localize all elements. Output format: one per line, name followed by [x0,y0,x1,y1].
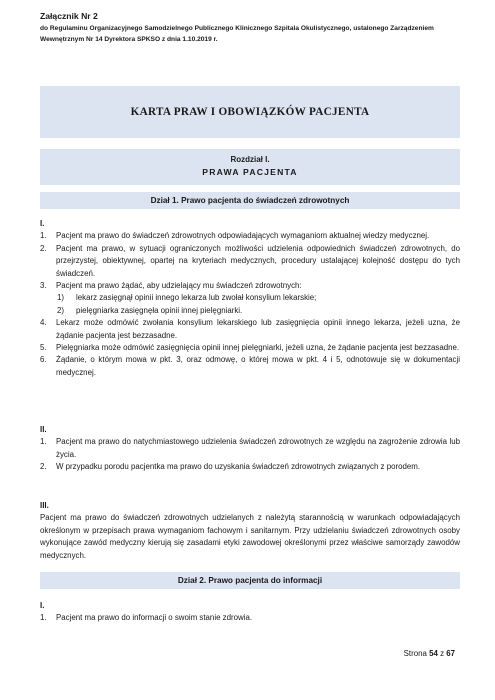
item-number: 3. [40,281,47,291]
item-text: Pacjent ma prawo do natychmiastowego udzielenia świadczeń zdrowotnych ze względu na zagrożenie zdrowia lub życia. [56,437,460,459]
section-1-banner [40,192,460,209]
item-text: Pacjent ma prawo do świadczeń zdrowotnych odpowiadających wymaganiom aktualnej wiedzy medycznej. [56,231,430,241]
page-total: 67 [446,649,455,658]
item-number: 1. [40,231,47,241]
item-text: W przypadku porodu pacjentka ma prawo do uzyskania świadczeń zdrowotnych związanych z porodem. [56,462,421,472]
section-2-part-1 [40,600,460,625]
list-item [40,354,460,379]
part-numeral: III. [40,501,49,510]
item-number: 1. [40,437,47,447]
chapter-banner [40,149,460,185]
item-text: Pielęgniarka może odmówić zasięgnięcia opinii innej pielęgniarki, jeżeli uzna, że żądanie pacjenta jest bezzasadne. [56,343,460,353]
section-1-title: Dział 1. Prawo pacjenta do świadczeń zdrowotnych [150,196,350,205]
list-item [40,612,460,624]
item-number: 1. [40,613,47,623]
part-numeral: I. [40,219,45,228]
document-title: KARTA PRAW I OBOWIĄZKÓW PACJENTA [130,106,370,118]
item-text: Pacjent ma prawo, w sytuacji ograniczonych możliwości udzielenia odpowiednich świadczeń zdrowotnych, do przejrzystej, obiektywnej, opartej na kryteriach medycznych, procedury ustalającej kolejność dostępu do tych świadczeń. [56,243,460,278]
list-item [40,342,460,354]
sub-list-item [40,292,460,304]
section-1-part-1 [40,218,460,379]
item-number: 1) [57,293,65,303]
page-label: Strona [403,649,427,658]
part-numeral: II. [40,425,47,434]
list-item [40,317,460,342]
item-text: Pacjent ma prawo do informacji o swoim stanie zdrowia. [56,613,253,623]
paragraph: Pacjent ma prawo do świadczeń zdrowotnych udzielanych z należytą starannością w warunkach odpowiadających określonym w przepisach prawa wymaganiom fachowym i sanitarnym. Przy udzielaniu świadczeń zdrowotnych osoby wykonujące zawód medyczny kierują się zasadami etyki zawodowej określonymi przez właściwe samorządy zawodów medycznych. [40,513,460,560]
item-number: 4. [40,318,47,328]
page-separator: z [440,649,445,658]
page-number: 54 [429,649,438,658]
annex-title: Załącznik Nr 2 [40,11,98,21]
list-item [40,243,460,280]
item-text: lekarz zasięgnął opinii innego lekarza lub zwołał konsylium lekarskie; [76,293,317,303]
section-2-banner [40,572,460,589]
list-item [40,436,460,461]
part-numeral: I. [40,601,45,610]
chapter-title: PRAWA PACJENTA [202,167,298,177]
annex-description: do Regulaminu Organizacyjnego Samodzielnego Publicznego Klinicznego Szpitala Okulistycznego, ustalonego Zarządzeniem Wewnętrznym Nr 14 Dyrektora SPKSO z dnia 1.10.2019 r. [40,25,434,43]
chapter-label: Rozdział I. [230,155,270,164]
page-footer [404,649,455,658]
document-title-banner [40,86,460,138]
item-text: pielęgniarka zasięgnęła opinii innej pielęgniarki. [76,305,243,315]
item-text: Żądanie, o którym mowa w pkt. 3, oraz odmowę, o której mowa w pkt. 4 i 5, odnotowuje się w dokumentacji medycznej. [56,355,460,377]
item-number: 2. [40,462,47,472]
list-item [40,230,460,242]
section-1-part-3 [40,500,460,562]
item-number: 2. [40,243,47,253]
item-text: Pacjent ma prawo żądać, aby udzielający mu świadczeń zdrowotnych: [56,281,302,291]
section-1-part-2 [40,424,460,474]
list-item [40,280,460,292]
item-number: 5. [40,343,47,353]
list-item [40,461,460,473]
annex-header [40,10,460,45]
item-number: 6. [40,355,47,365]
item-number: 2) [57,305,65,315]
section-2-title: Dział 2. Prawo pacjenta do informacji [177,576,323,585]
sub-list-item [40,305,460,317]
item-text: Lekarz może odmówić zwołania konsylium lekarskiego lub zasięgnięcia opinii innego lekarza, jeżeli uzna, że żądanie pacjenta jest bezzasadne. [56,318,460,340]
